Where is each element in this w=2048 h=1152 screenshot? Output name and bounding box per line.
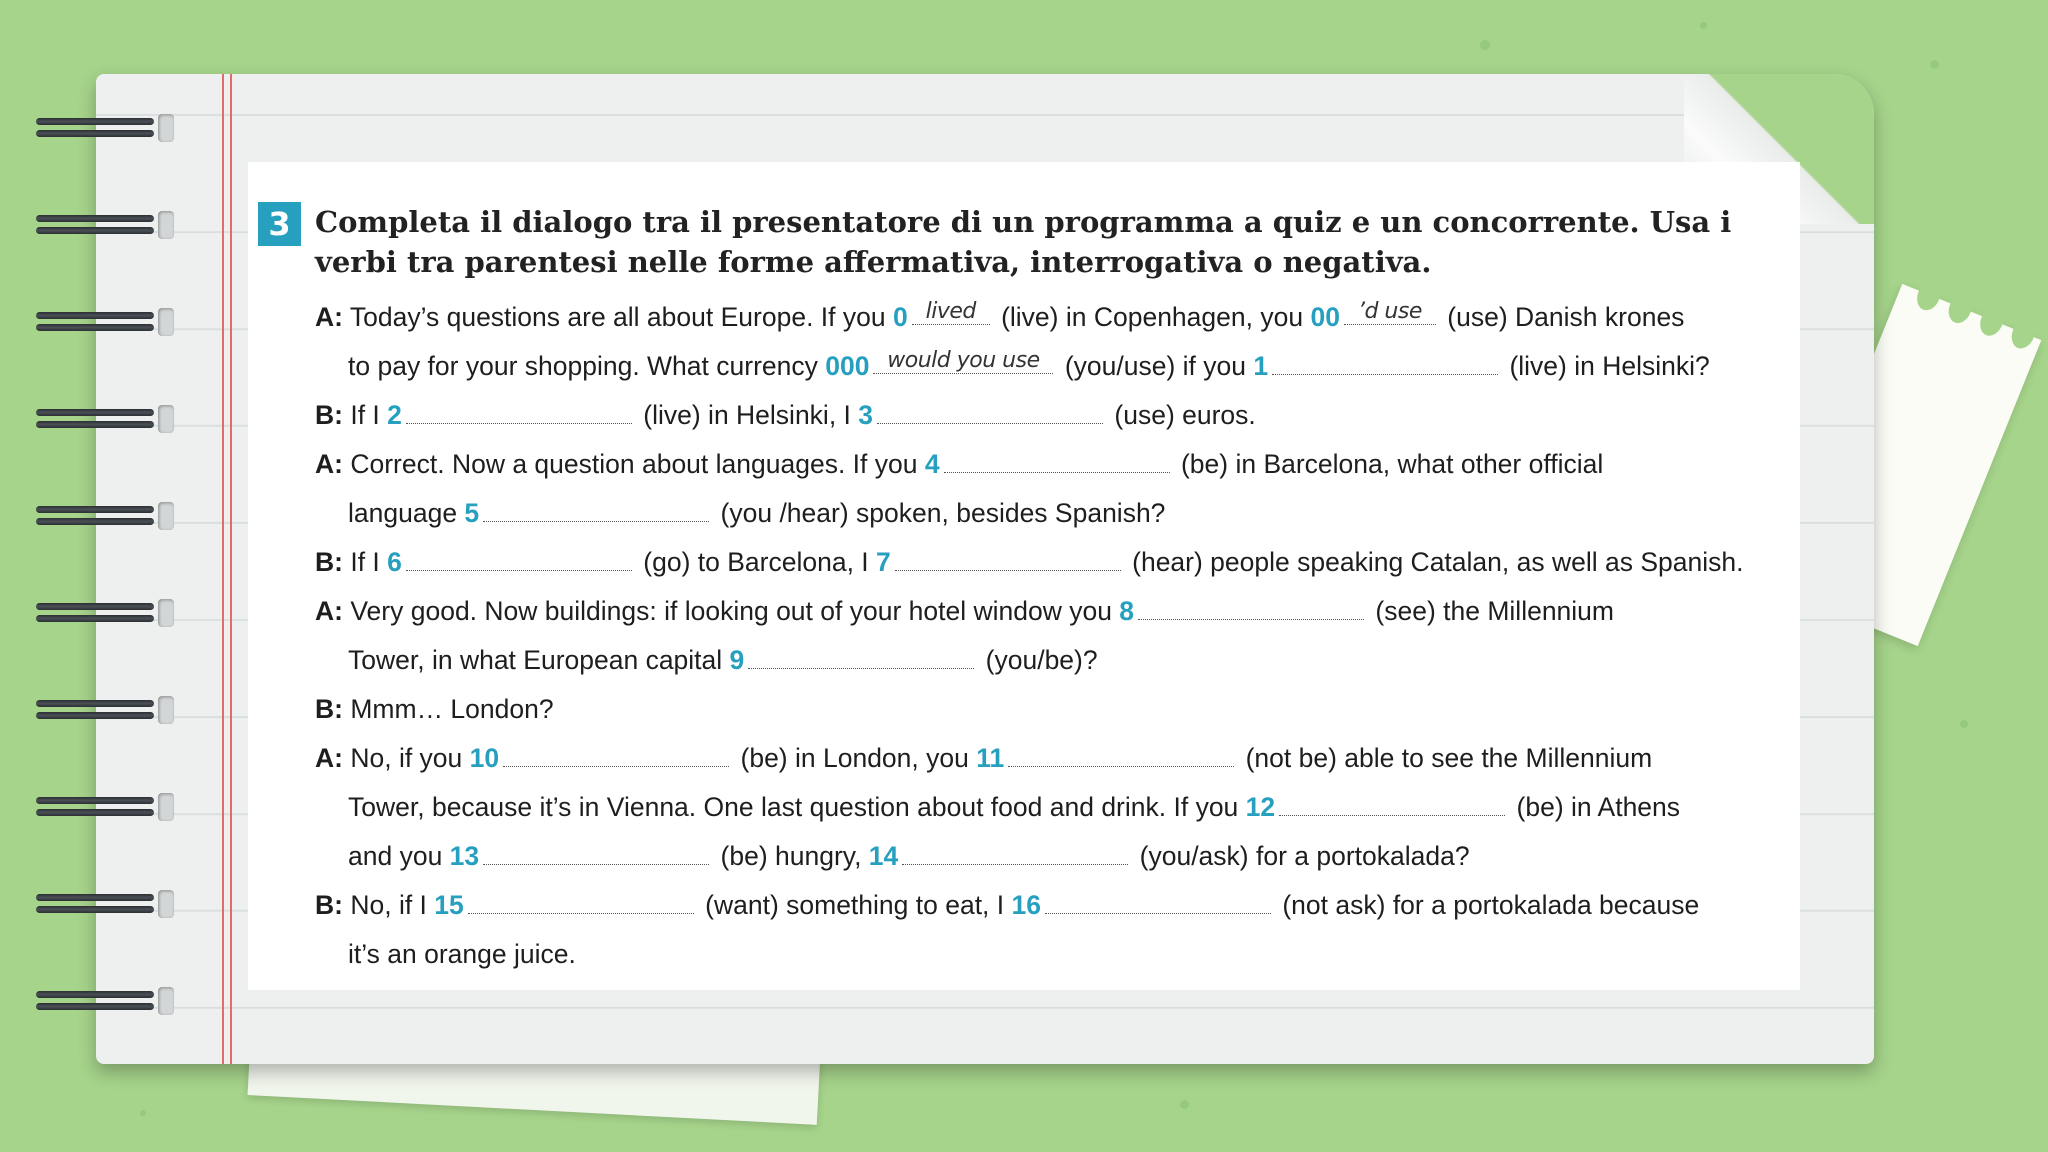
dialogue-text: to pay for your shopping. What currency [348, 351, 826, 381]
dialogue-line [348, 348, 1710, 382]
blank-number: 9 [729, 645, 745, 675]
spiral-ring [36, 888, 164, 920]
spiral-ring [36, 985, 164, 1017]
dialogue-text: (you/ask) for a portokalada? [1132, 841, 1470, 871]
margin-line [222, 74, 224, 1064]
blank-number: 1 [1253, 351, 1269, 381]
answer-blank[interactable] [748, 646, 974, 669]
dialogue-line [315, 299, 1685, 333]
answer-blank[interactable] [468, 891, 694, 914]
blank-number: 0 [892, 302, 908, 332]
dialogue-text: (not ask) for a portokalada because [1275, 890, 1700, 920]
dialogue-text: Tower, in what European capital [348, 645, 730, 675]
dialogue-text: (live) in Copenhagen, you [993, 302, 1311, 332]
dialogue-text: (want) something to eat, I [697, 890, 1012, 920]
blank-number: 15 [434, 890, 464, 920]
dialogue-text: No, if I [350, 890, 435, 920]
answer-blank[interactable] [912, 299, 990, 325]
speaker-label: B: [315, 890, 343, 920]
blank-number: 00 [1310, 302, 1340, 332]
blank-number: 7 [876, 547, 891, 577]
dialogue-text: (be) in London, you [733, 743, 977, 773]
handwritten-answer: would you use [887, 348, 1040, 373]
blank-number: 000 [825, 351, 870, 381]
dialogue-text: (be) in Athens [1509, 792, 1681, 822]
dialogue-line [315, 400, 1256, 431]
dialogue-line [315, 694, 554, 725]
answer-blank[interactable] [895, 548, 1121, 571]
background-speck [1480, 40, 1490, 50]
answer-blank[interactable] [1344, 299, 1436, 325]
spiral-ring [36, 791, 164, 823]
answer-blank[interactable] [944, 450, 1170, 473]
margin-line [230, 74, 232, 1064]
answer-blank[interactable] [406, 401, 632, 424]
spiral-ring [36, 306, 164, 338]
dialogue-text: Correct. Now a question about languages. If you [350, 449, 925, 479]
dialogue-line [315, 547, 1743, 578]
dialogue-text: (be) hungry, [713, 841, 869, 871]
speaker-label: A: [315, 449, 343, 479]
dialogue-line [348, 498, 1165, 529]
dialogue-text: Tower, because it’s in Vienna. One last question about food and drink. If you [348, 792, 1246, 822]
dialogue-text: (live) in Helsinki, I [635, 400, 859, 430]
answer-blank[interactable] [902, 842, 1128, 865]
blank-number: 4 [924, 449, 940, 479]
blank-number: 12 [1245, 792, 1276, 822]
dialogue-line [315, 449, 1603, 480]
answer-blank[interactable] [1045, 891, 1271, 914]
dialogue-text: (be) in Barcelona, what other official [1173, 449, 1604, 479]
handwritten-answer: lived [925, 299, 976, 324]
dialogue-text: language [348, 498, 465, 528]
exercise-instructions: Completa il dialogo tra il presentatore di un programma a quiz e un concorrente. Usa i verbi tra parentesi nelle forme affermativa, interrogativa o negativa. [315, 205, 1732, 279]
speaker-label: B: [315, 547, 343, 577]
dialogue-text: (use) euros. [1107, 400, 1256, 430]
blank-number: 3 [858, 400, 874, 430]
exercise-number: 3 [258, 202, 301, 246]
dialogue-text: If I [350, 547, 388, 577]
speaker-label: B: [315, 694, 343, 724]
dialogue-line [315, 890, 1699, 921]
answer-blank[interactable] [406, 548, 632, 571]
dialogue-text: If I [350, 400, 388, 430]
spiral-ring [36, 112, 164, 144]
spiral-ring [36, 694, 164, 726]
speaker-label: A: [315, 596, 343, 626]
dialogue-text: (see) the Millennium [1368, 596, 1614, 626]
dialogue-line [348, 841, 1470, 872]
dialogue-line [348, 792, 1680, 823]
blank-number: 13 [449, 841, 480, 871]
dialogue-text: Very good. Now buildings: if looking out of your hotel window you [350, 596, 1120, 626]
dialogue-text: it’s an orange juice. [348, 939, 576, 969]
dialogue-text: (you/use) if you [1057, 351, 1254, 381]
dialogue-text: (go) to Barcelona, I [635, 547, 877, 577]
dialogue-line [315, 743, 1652, 774]
blank-number: 16 [1011, 890, 1041, 920]
dialogue-text: (live) in Helsinki? [1502, 351, 1710, 381]
dialogue-text: (hear) people speaking Catalan, as well as Spanish. [1124, 547, 1744, 577]
blank-number: 8 [1119, 596, 1135, 626]
background-speck [1700, 22, 1707, 29]
blank-number: 11 [976, 743, 1005, 773]
speaker-label: A: [315, 743, 343, 773]
answer-blank[interactable] [873, 348, 1053, 374]
spiral-ring [36, 597, 164, 629]
blank-number: 2 [387, 400, 402, 430]
spiral-ring [36, 500, 164, 532]
dialogue-text: Today’s questions are all about Europe. If you [349, 302, 893, 332]
spiral-ring [36, 403, 164, 435]
dialogue-text: Mmm… London? [350, 694, 554, 724]
background-speck [140, 1110, 146, 1116]
answer-blank[interactable] [1008, 744, 1234, 767]
background-speck [1960, 720, 1968, 728]
handwritten-answer: ’d use [1357, 299, 1422, 324]
dialogue-text: (you/be)? [978, 645, 1098, 675]
exercise-card [248, 162, 1800, 990]
answer-blank[interactable] [503, 744, 729, 767]
answer-blank[interactable] [1279, 793, 1505, 816]
blank-number: 6 [387, 547, 402, 577]
answer-blank[interactable] [483, 842, 709, 865]
speaker-label: A: [315, 302, 343, 332]
dialogue-text: (you /hear) spoken, besides Spanish? [713, 498, 1166, 528]
dialogue-line [348, 645, 1098, 676]
dialogue-text: No, if you [350, 743, 470, 773]
blank-number: 5 [464, 498, 480, 528]
answer-blank[interactable] [483, 499, 709, 522]
answer-blank[interactable] [1272, 352, 1498, 375]
answer-blank[interactable] [1138, 597, 1364, 620]
speaker-label: B: [315, 400, 343, 430]
dialogue-line [315, 596, 1614, 627]
dialogue-text: (not be) able to see the Millennium [1238, 743, 1653, 773]
dialogue-line [348, 939, 576, 970]
blank-number: 14 [868, 841, 899, 871]
background-speck [1930, 60, 1939, 69]
answer-blank[interactable] [877, 401, 1103, 424]
dialogue-text: and you [348, 841, 450, 871]
spiral-ring [36, 209, 164, 241]
background-speck [1180, 1100, 1189, 1109]
blank-number: 10 [469, 743, 500, 773]
dialogue-text: (use) Danish krones [1439, 302, 1685, 332]
